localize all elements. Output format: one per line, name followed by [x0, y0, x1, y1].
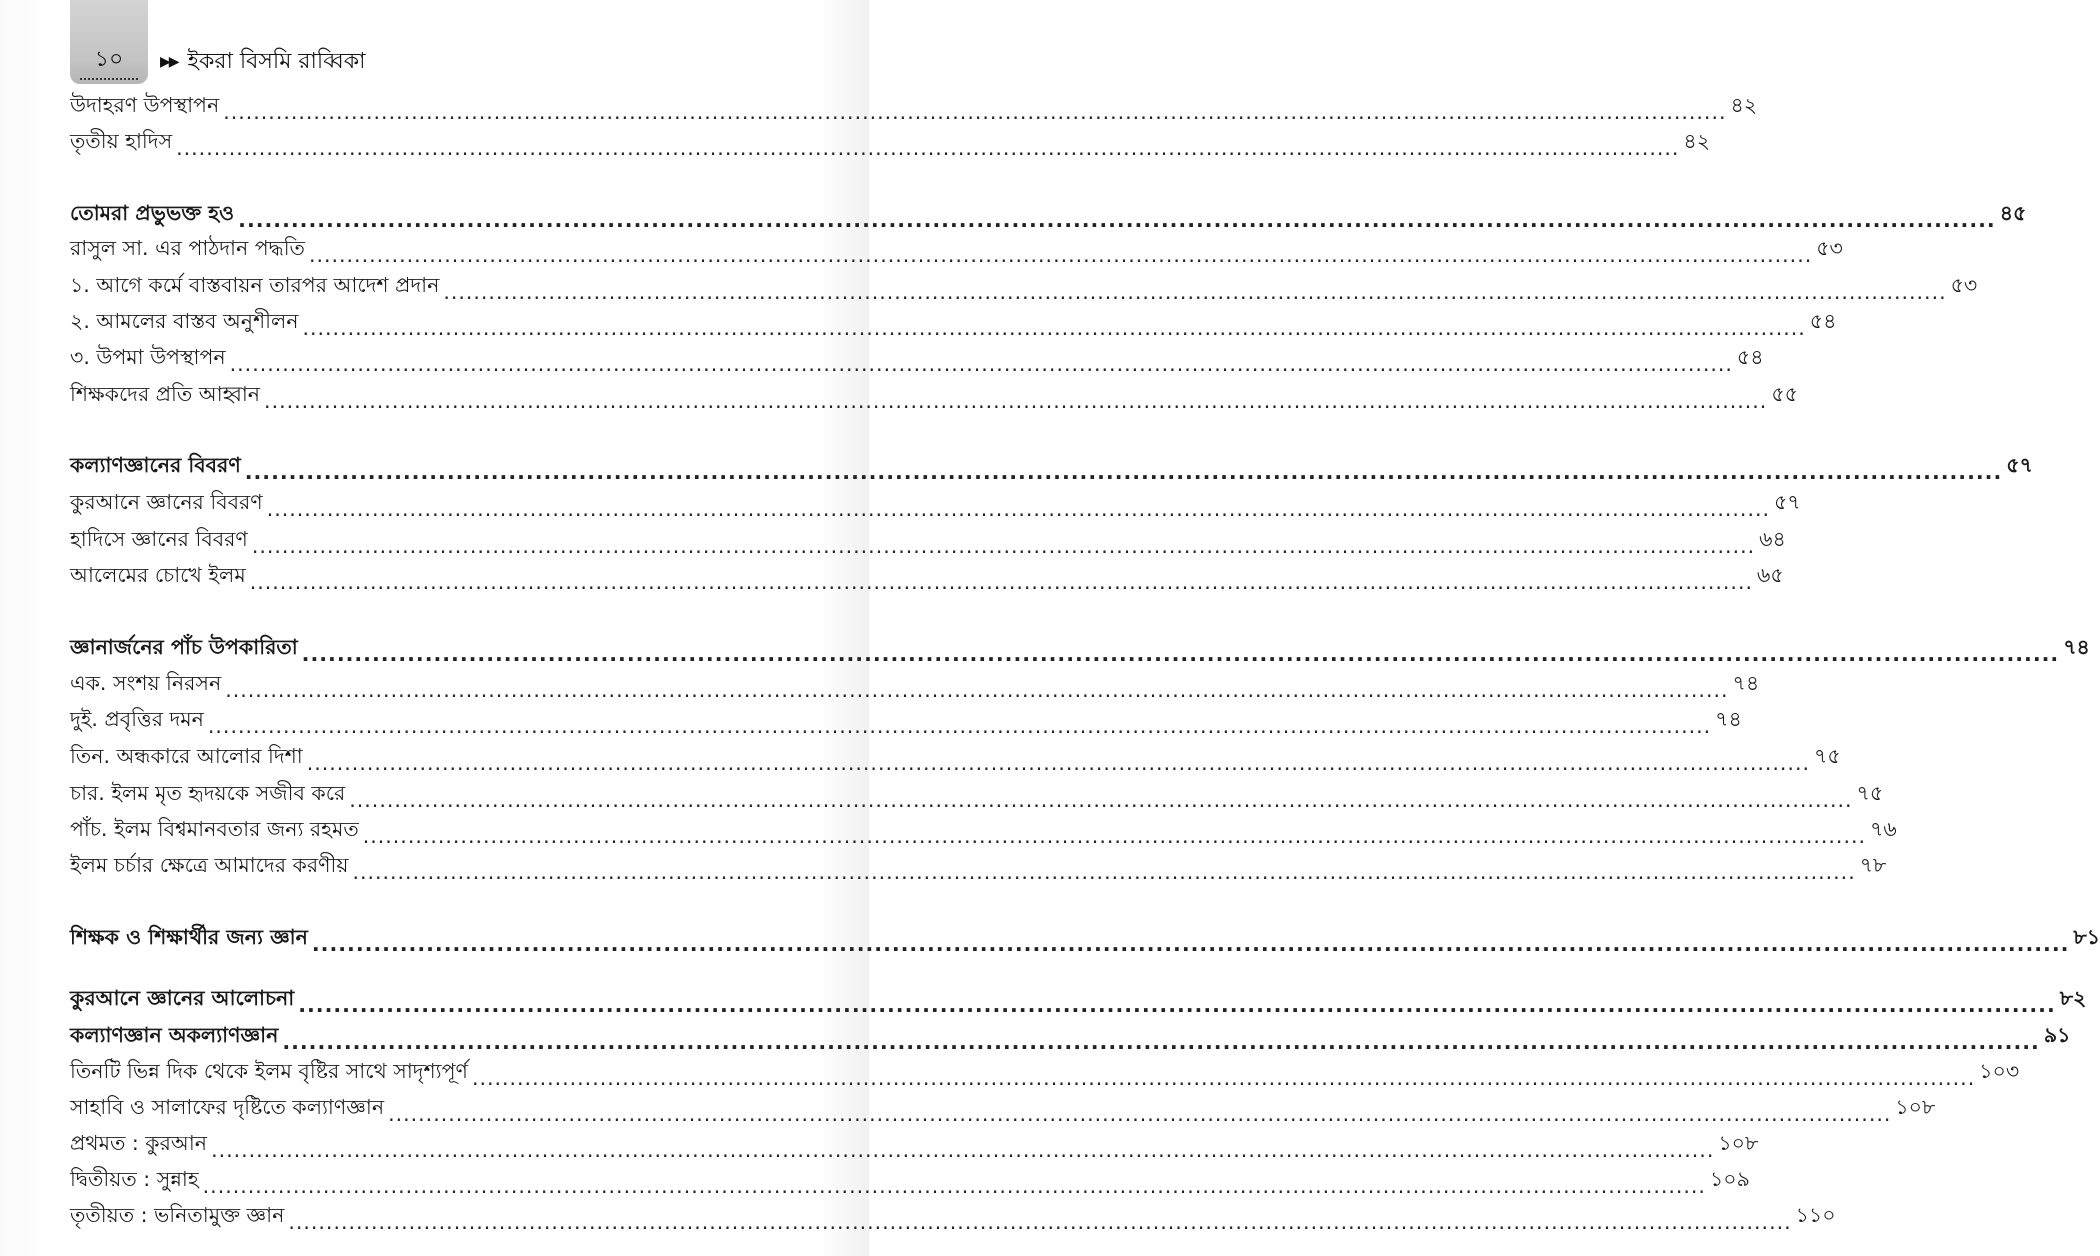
toc-entry	[70, 560, 1784, 594]
toc-entry	[70, 1128, 1759, 1162]
toc-entry-page: ৫৩	[1816, 236, 1843, 260]
toc-entry	[70, 922, 2100, 956]
toc-entry-title: ২. আমলের বাস্তব অনুশীলন	[70, 309, 299, 333]
toc-entry-title: উদাহরণ উপস্থাপন	[70, 93, 220, 117]
dot-leader: ........................................................................................................................................................................................................	[306, 750, 1810, 775]
toc-entry	[70, 704, 1742, 738]
toc-entry-page: ৫৩	[1950, 273, 1978, 297]
running-title	[160, 44, 365, 81]
dot-leader: ........................................................................................................................................................................................................	[251, 533, 1756, 558]
toc-entry-page: ৫৭	[1774, 490, 1801, 514]
dot-leader: ........................................................................................................................................................................................................	[298, 992, 2056, 1017]
toc-entry	[70, 90, 1758, 124]
toc-entry	[70, 1092, 1936, 1126]
toc-entry-title: ১. আগে কর্মে বাস্তবায়ন তারপর আদেশ প্রদান	[70, 273, 440, 297]
toc-entry-title: শিক্ষক ও শিক্ষার্থীর জন্য জ্ঞান	[70, 925, 308, 949]
toc-entry-page: ৭৪	[1732, 671, 1760, 695]
dot-leader: ........................................................................................................................................................................................................	[207, 713, 1712, 738]
toc-entry-page: ১০৯	[1709, 1167, 1750, 1191]
toc-entry-title: ইলম চর্চার ক্ষেত্রে আমাদের করণীয়	[70, 853, 349, 877]
dot-leader: ........................................................................................................................................................................................................	[264, 388, 1768, 413]
toc-entry-title: ৩. উপমা উপস্থাপন	[70, 345, 226, 369]
toc-entry-title: তোমরা প্রভুভক্ত হও	[70, 201, 235, 225]
toc-entry-page: ১১০	[1795, 1203, 1836, 1227]
toc-entry-page: ৭৫	[1856, 781, 1884, 805]
toc-entry-page: ৪৫	[1999, 201, 2027, 225]
toc-entry-title: তৃতীয়ত : ভনিতামুক্ত জ্ঞান	[70, 1203, 285, 1227]
toc-entry-title: রাসুল সা. এর পাঠদান পদ্ধতি	[70, 236, 305, 260]
toc-entry	[70, 1200, 1836, 1234]
toc-entry-page: ৮২	[2059, 986, 2087, 1010]
toc-entry	[70, 668, 1760, 702]
dot-leader: ........................................................................................................................................................................................................	[223, 99, 1727, 124]
toc-entry	[70, 450, 2033, 484]
dot-leader: ........................................................................................................................................................................................................	[176, 135, 1680, 160]
dot-leader: ........................................................................................................................................................................................................	[471, 1065, 1976, 1090]
dot-leader: ........................................................................................................................................................................................................	[249, 569, 1753, 594]
dot-leader: ........................................................................................................................................................................................................	[362, 823, 1866, 848]
toc-entry	[70, 1020, 2071, 1054]
toc-entry	[70, 741, 1841, 775]
toc-entry	[70, 126, 1711, 160]
toc-entry-title: এক. সংশয় নিরসন	[70, 671, 222, 695]
ornament-divider	[80, 72, 138, 80]
double-arrow-icon: ▶▶	[160, 54, 178, 70]
toc-entry	[70, 233, 1843, 267]
dot-leader: ........................................................................................................................................................................................................	[202, 1173, 1706, 1198]
toc-entry-page: ৬৪	[1759, 527, 1786, 551]
toc-entry-page: ৫৭	[2006, 453, 2033, 477]
toc-entry-page: ১০৮	[1895, 1095, 1936, 1119]
dot-leader: ........................................................................................................................................................................................................	[443, 279, 1947, 304]
toc-entry-title: পাঁচ. ইলম বিশ্বমানবতার জন্য রহমত	[70, 817, 359, 841]
toc-entry-title: হাদিসে জ্ঞানের বিবরণ	[70, 527, 248, 551]
toc-entry-page: ১০৩	[1979, 1059, 2020, 1083]
toc-entry-page: ৯১	[2043, 1023, 2071, 1047]
dot-leader: ........................................................................................................................................................................................................	[349, 787, 1853, 812]
dot-leader: ........................................................................................................................................................................................................	[238, 207, 1996, 232]
toc-entry-page: ৭৫	[1813, 744, 1841, 768]
toc-entry-title: প্রথমত : কুরআন	[70, 1131, 208, 1155]
toc-entry-title: সাহাবি ও সালাফের দৃষ্টিতে কল্যাণজ্ঞান	[70, 1095, 385, 1119]
toc-entry-page: ৪২	[1730, 93, 1758, 117]
toc-entry-page: ৭৮	[1859, 853, 1887, 877]
page-number-badge	[70, 0, 148, 84]
toc-entry-title: আলেমের চোখে ইলম	[70, 563, 246, 587]
toc-entry-title: চার. ইলম মৃত হৃদয়কে সজীব করে	[70, 781, 346, 805]
dot-leader: ........................................................................................................................................................................................................	[308, 242, 1813, 267]
toc-entry	[70, 850, 1887, 884]
toc-entry-title: তিনটি ভিন্ন দিক থেকে ইলম বৃষ্টির সাথে সাদৃশ্যপূর্ণ	[70, 1059, 468, 1083]
toc-entry-title: শিক্ষকদের প্রতি আহ্বান	[70, 382, 261, 406]
toc-entry	[70, 306, 1837, 340]
toc-entry	[70, 632, 2090, 666]
toc-entry-page: ৪২	[1683, 129, 1711, 153]
dot-leader: ........................................................................................................................................................................................................	[301, 641, 2060, 666]
toc-entry	[70, 379, 1798, 413]
dot-leader: ........................................................................................................................................................................................................	[288, 1209, 1792, 1234]
dot-leader: ........................................................................................................................................................................................................	[266, 496, 1770, 521]
running-title-text: ইকরা বিসমি রাব্বিকা	[187, 49, 366, 74]
dot-leader: ........................................................................................................................................................................................................	[225, 677, 1729, 702]
toc-entry	[70, 983, 2087, 1017]
toc-entry	[70, 342, 1764, 376]
toc-entry-title: কল্যাণজ্ঞানের বিবরণ	[70, 453, 241, 477]
dot-leader: ........................................................................................................................................................................................................	[388, 1101, 1892, 1126]
dot-leader: ........................................................................................................................................................................................................	[244, 459, 2003, 484]
toc-entry-title: কুরআনে জ্ঞানের বিবরণ	[70, 490, 263, 514]
toc-entry	[70, 524, 1786, 558]
toc-entry-page: ৭৪	[1715, 707, 1742, 731]
toc-entry-title: তৃতীয় হাদিস	[70, 129, 173, 153]
toc-entry-title: দ্বিতীয়ত : সুন্নাহ	[70, 1167, 199, 1191]
toc-entry-title: তিন. অন্ধকারে আলোর দিশা	[70, 744, 303, 768]
toc-entry-page: ৭৬	[1870, 817, 1897, 841]
toc-entry	[70, 487, 1801, 521]
dot-leader: ........................................................................................................................................................................................................	[211, 1137, 1715, 1162]
toc-entry-title: দুই. প্রবৃত্তির দমন	[70, 707, 204, 731]
toc-entry-page: ৫৪	[1809, 309, 1837, 333]
toc-entry-title: কল্যাণজ্ঞান অকল্যাণজ্ঞান	[70, 1023, 279, 1047]
toc-entry-page: ৫৪	[1736, 345, 1764, 369]
toc-entry	[70, 1164, 1750, 1198]
toc-entry-page: ৬৫	[1756, 563, 1784, 587]
dot-leader: ........................................................................................................................................................................................................	[302, 315, 1806, 340]
toc-entry	[70, 198, 2027, 232]
toc-entry	[70, 814, 1897, 848]
page-number: ১০	[94, 47, 124, 72]
dot-leader: ........................................................................................................................................................................................................	[311, 931, 2070, 956]
dot-leader: ........................................................................................................................................................................................................	[352, 859, 1856, 884]
toc-entry-page: ১০৮	[1718, 1131, 1759, 1155]
page-header	[70, 0, 830, 84]
toc-entry	[70, 270, 1978, 304]
dot-leader: ........................................................................................................................................................................................................	[282, 1029, 2040, 1054]
toc-entry	[70, 1056, 2020, 1090]
toc-entry-page: ৫৫	[1771, 382, 1798, 406]
toc-entry-title: কুরআনে জ্ঞানের আলোচনা	[70, 986, 295, 1010]
toc-entry-page: ৮১	[2073, 925, 2100, 949]
toc-entry-title: জ্ঞানার্জনের পাঁচ উপকারিতা	[70, 635, 298, 659]
toc-entry-page: ৭৪	[2063, 635, 2090, 659]
toc-entry	[70, 778, 1884, 812]
dot-leader: ........................................................................................................................................................................................................	[229, 351, 1733, 376]
